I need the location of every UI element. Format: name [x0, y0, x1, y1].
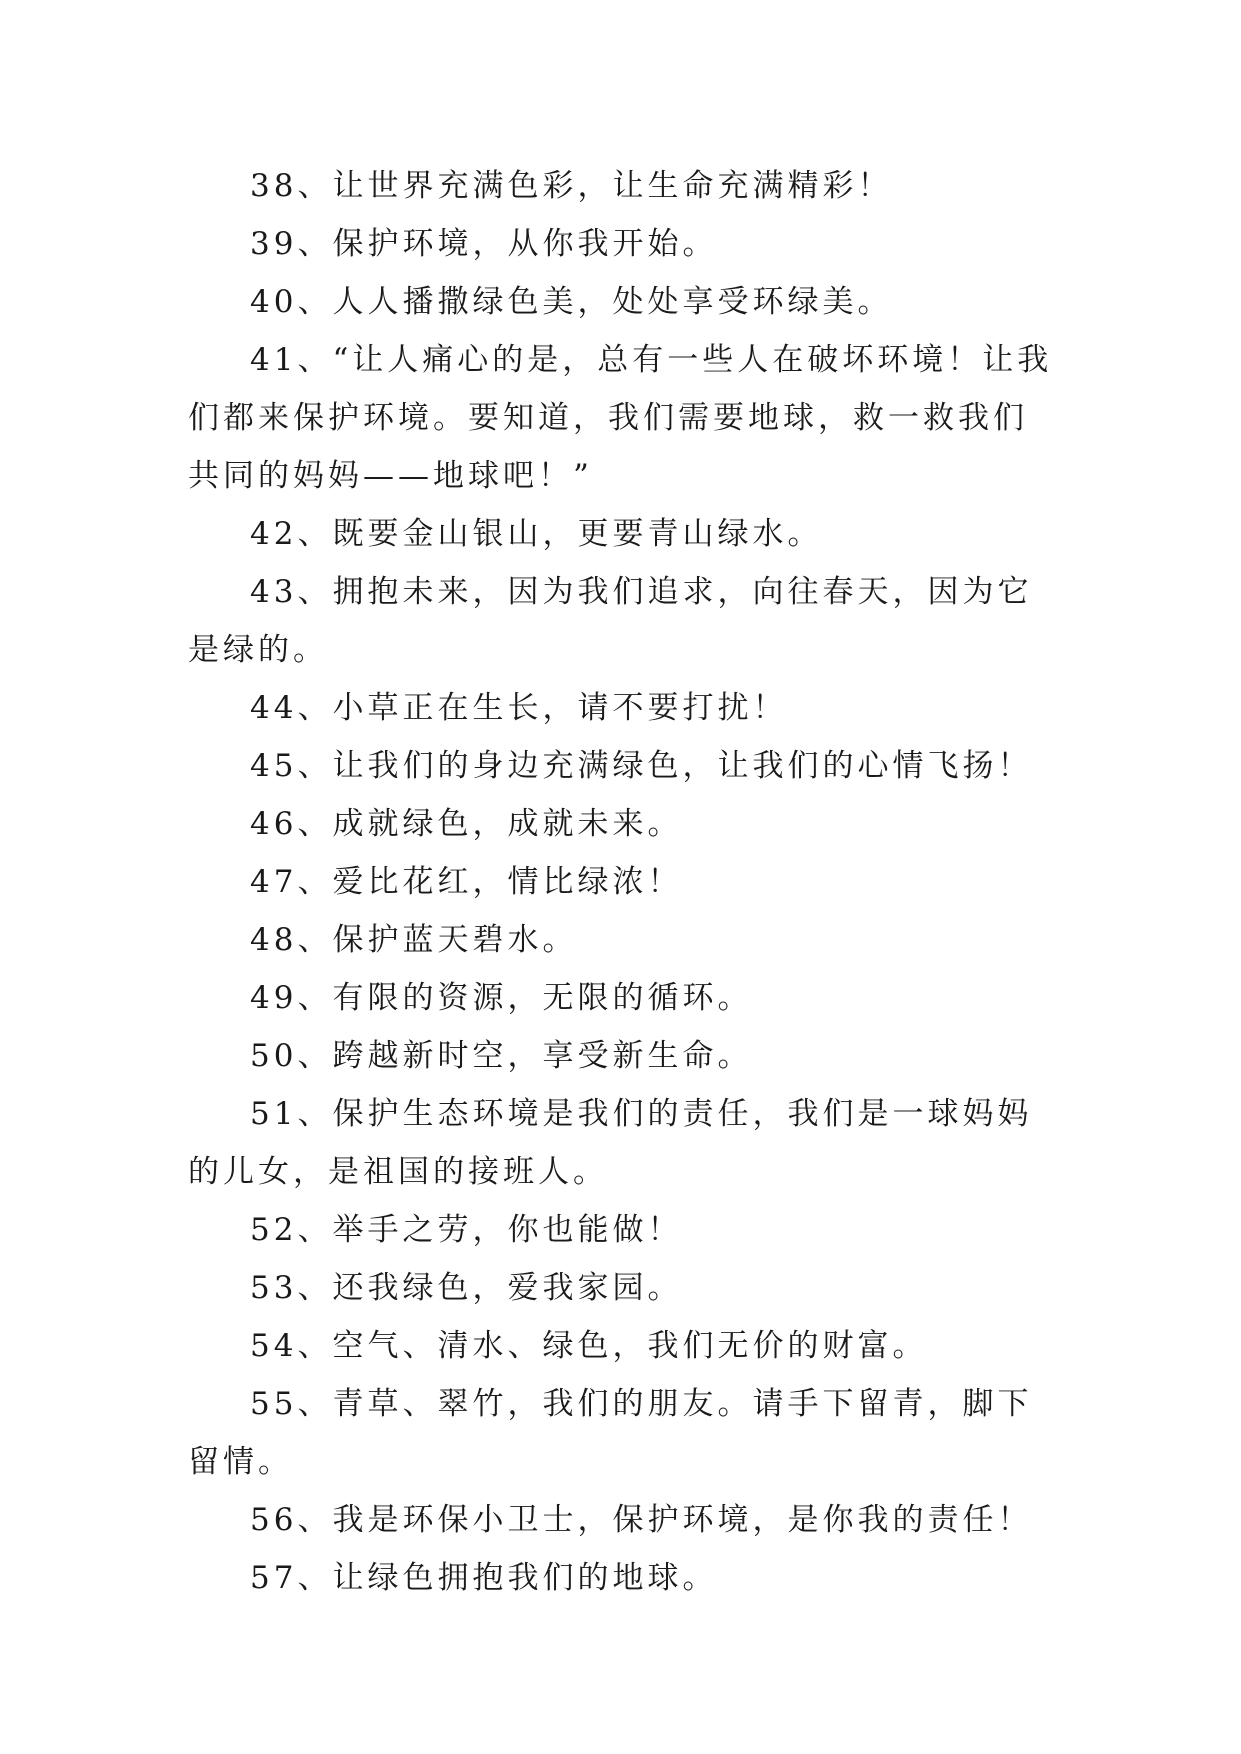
slogan-paragraph: 43、拥抱未来，因为我们追求，向往春天，因为它是绿的。 [188, 574, 1033, 668]
slogan-paragraph: 38、让世界充满色彩，让生命充满精彩！ [250, 168, 893, 204]
slogan-paragraph: 50、跨越新时空，享受新生命。 [250, 1038, 753, 1074]
slogan-paragraph: 57、让绿色拥抱我们的地球。 [250, 1560, 718, 1596]
slogan-paragraph: 56、我是环保小卫士，保护环境，是你我的责任！ [250, 1502, 1033, 1538]
slogan-paragraph: 42、既要金山银山，更要青山绿水。 [250, 516, 823, 552]
slogan-paragraph: 48、保护蓝天碧水。 [250, 922, 578, 958]
slogan-paragraph: 52、举手之劳，你也能做！ [250, 1212, 683, 1248]
slogan-paragraph: 51、保护生态环境是我们的责任，我们是一球妈妈的儿女，是祖国的接班人。 [188, 1096, 1033, 1190]
slogan-paragraph: 54、空气、清水、绿色，我们无价的财富。 [250, 1328, 928, 1364]
slogan-paragraph: 46、成就绿色，成就未来。 [250, 806, 683, 842]
document-body [188, 157, 1054, 1607]
slogan-paragraph: 49、有限的资源，无限的循环。 [250, 980, 753, 1016]
slogan-paragraph: 53、还我绿色，爱我家园。 [250, 1270, 683, 1306]
slogan-paragraph: 44、小草正在生长，请不要打扰！ [250, 690, 788, 726]
slogan-paragraph: 40、人人播撒绿色美，处处享受环绿美。 [250, 284, 893, 320]
slogan-paragraph: 39、保护环境，从你我开始。 [250, 226, 718, 262]
slogan-paragraph: 47、爱比花红，情比绿浓！ [250, 864, 683, 900]
slogan-paragraph: 41、“让人痛心的是，总有一些人在破坏环境！让我们都来保护环境。要知道，我们需要地球，救一救我们共同的妈妈——地球吧！” [188, 342, 1053, 494]
slogan-paragraph: 45、让我们的身边充满绿色，让我们的心情飞扬！ [250, 748, 1033, 784]
slogan-paragraph: 55、青草、翠竹，我们的朋友。请手下留青，脚下留情。 [188, 1386, 1033, 1480]
